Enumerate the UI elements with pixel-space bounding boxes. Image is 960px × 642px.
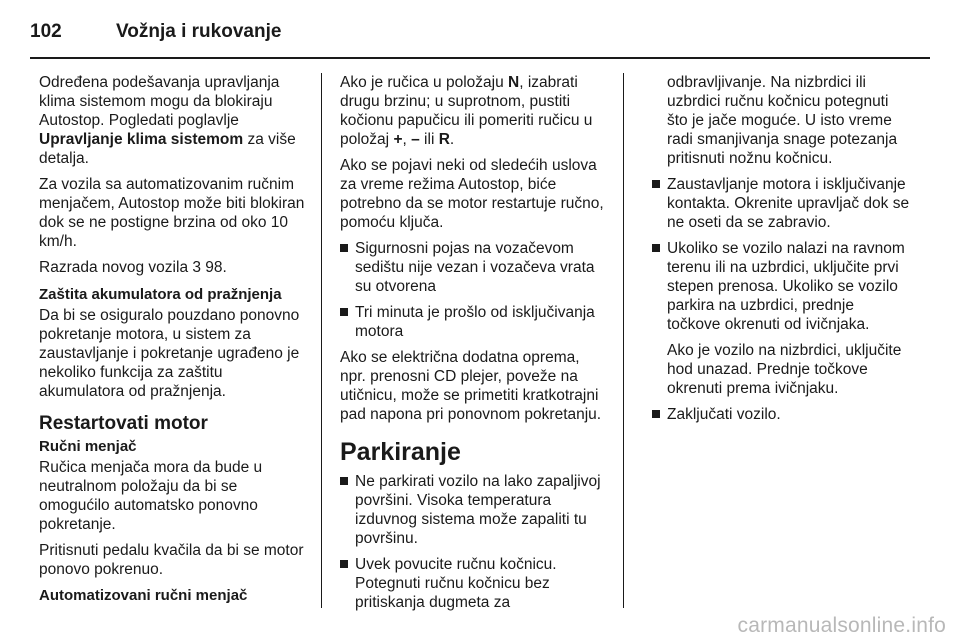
text: Razrada novog vozila	[39, 259, 193, 276]
column-1	[39, 73, 305, 607]
list-item	[652, 239, 910, 334]
list-item-text: Tri minuta je prošlo od isključivanja motora	[355, 304, 595, 340]
page-reference-icon[interactable]: 3	[192, 259, 201, 276]
header-rule	[30, 57, 930, 59]
text: ,	[402, 131, 412, 148]
gear-minus: –	[411, 131, 420, 148]
link-climate-control[interactable]: Upravljanje klima sistemom	[39, 131, 244, 148]
text: Određena podešavanja upravljanja klima sistemom mogu da blokiraju Autostop. Pogledati poglavlje	[39, 74, 280, 129]
paragraph: Da bi se osiguralo pouzdano ponovno pokretanje motora, u sistem za zaustavljanje i pokretanje ugrađeno je nekoliko funkcija za zaštitu akumulatora od pražnjenja.	[39, 307, 300, 400]
list-item	[652, 175, 910, 232]
bullet-square-icon	[340, 477, 348, 485]
page-ref-number: 98.	[201, 259, 227, 276]
column-divider-1	[321, 73, 322, 608]
paragraph: Pritisnuti pedalu kvačila da bi se motor ponovo pokrenuo.	[39, 542, 304, 578]
watermark: carmanualsonline.info	[737, 614, 946, 637]
paragraph: Ako je vozilo na nizbrdici, uključite hod unazad. Prednje točkove okrenuti prema ivičnjaku.	[667, 342, 902, 397]
list-item	[340, 555, 605, 612]
paragraph	[39, 258, 305, 277]
paragraph: odbravljivanje. Na nizbrdici ili uzbrdici ručnu kočnicu potegnuti što je jače moguće. U isto vreme radi smanjivanja snage potezanja pritisnuti nožnu kočnicu.	[667, 74, 898, 167]
subheading: Zaštita akumulatora od pražnjenja	[39, 286, 282, 303]
subheading: Automatizovani ručni menjač	[39, 587, 248, 604]
paragraph	[340, 73, 605, 149]
list-item	[340, 472, 605, 548]
text: , izabrati drugu brzinu; u suprotnom, pustiti kočionu papučicu ili pomeriti ručicu u položaj	[340, 74, 593, 148]
paragraph: Ako se električna dodatna oprema, npr. prenosni CD plejer, poveže na utičnicu, može se primetiti kratkotrajni pad napona pri ponovnom pokretanju.	[340, 349, 602, 423]
text: za više detalja.	[39, 131, 296, 167]
section-heading: Restartovati motor	[39, 413, 208, 434]
list-item-text: Zaključati vozilo.	[667, 406, 781, 423]
gear-n: N	[508, 74, 520, 91]
section-heading: Parkiranje	[340, 438, 461, 466]
bullet-square-icon	[652, 410, 660, 418]
text: .	[449, 131, 455, 148]
text: Ako je ručica u položaju	[340, 74, 509, 91]
list-item-text: Sigurnosni pojas na vozačevom sedištu nije vezan i vozačeva vrata su otvorena	[355, 240, 595, 295]
list-item	[652, 405, 910, 424]
bullet-square-icon	[340, 308, 348, 316]
bullet-square-icon	[652, 180, 660, 188]
chapter-title: Vožnja i rukovanje	[116, 21, 282, 42]
page-header	[30, 14, 281, 50]
text: ili	[419, 131, 439, 148]
column-3	[652, 73, 910, 431]
paragraph: Ručica menjača mora da bude u neutralnom položaju da bi se omogućilo automatsko ponovno pokretanje.	[39, 459, 263, 533]
list-item-text: Uvek povucite ručnu kočnicu. Potegnuti ručnu kočnicu bez pritiskanja dugmeta za	[355, 556, 557, 611]
gear-plus: +	[393, 131, 403, 148]
list-item	[340, 239, 605, 296]
list-item-text: Ne parkirati vozilo na lako zapaljivoj površini. Visoka temperatura izduvnog sistema može zapaliti tu površinu.	[355, 473, 601, 547]
column-divider-2	[623, 73, 624, 608]
paragraph	[39, 73, 305, 168]
paragraph: Za vozila sa automatizovanim ručnim menjačem, Autostop može biti blokiran dok se ne postigne brzina od oko 10 km/h.	[39, 176, 305, 250]
list-item	[340, 303, 605, 341]
paragraph: Ako se pojavi neki od sledećih uslova za vreme režima Autostop, biće potrebno da se motor restartuje ručno, pomoću ključa.	[340, 157, 604, 231]
page-number: 102	[30, 21, 62, 42]
bullet-square-icon	[652, 244, 660, 252]
list-item-text: Zaustavljanje motora i isključivanje kontakta. Okrenite upravljač dok se ne oseti da se zabravio.	[667, 176, 910, 231]
subheading: Ručni menjač	[39, 438, 137, 455]
gear-r: R	[438, 131, 450, 148]
bullet-square-icon	[340, 244, 348, 252]
bullet-square-icon	[340, 560, 348, 568]
column-2	[340, 73, 605, 619]
list-item-text: Ukoliko se vozilo nalazi na ravnom terenu ili na uzbrdici, uključite prvi stepen prenosa. Ukoliko se vozilo parkira na uzbrdici, prednje točkove okrenuti od ivičnjaka.	[667, 240, 905, 333]
